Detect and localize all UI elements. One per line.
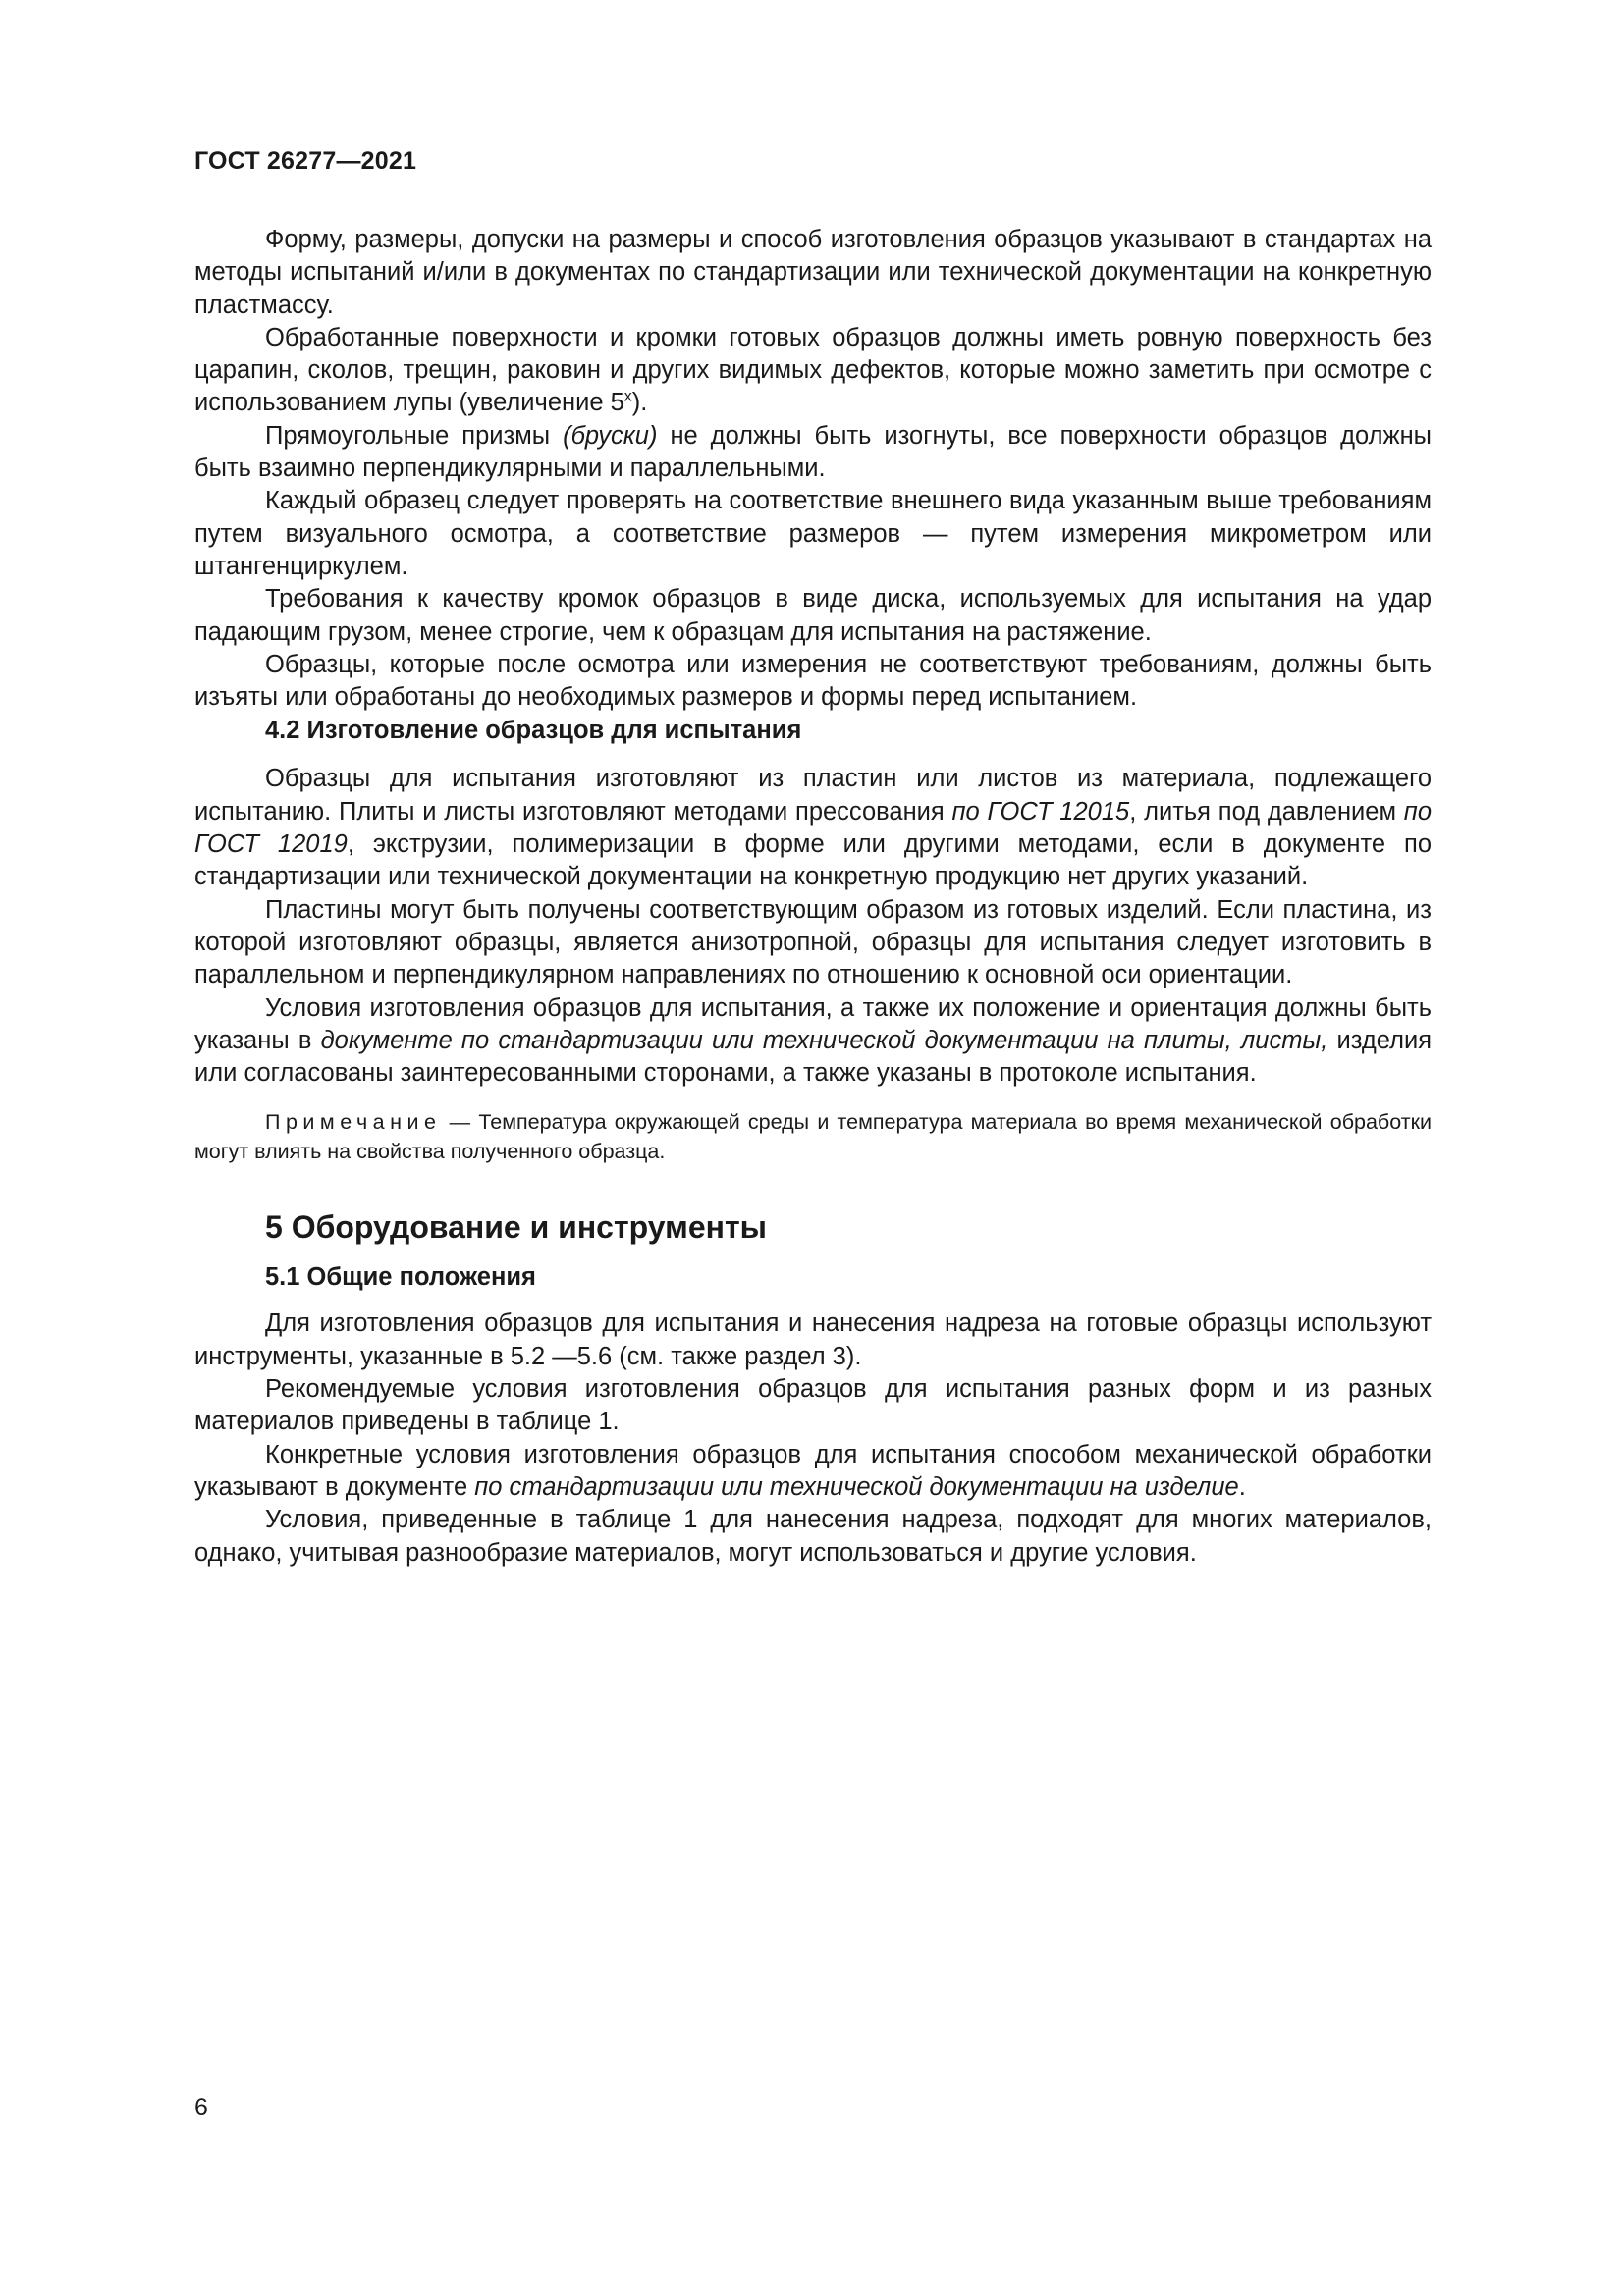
intro-paragraph-3 (194, 420, 1432, 486)
running-header-standard-id: ГОСТ 26277—2021 (194, 147, 417, 175)
intro-paragraph-2-text-b: ). (631, 389, 648, 417)
magnification-superscript: х (623, 388, 632, 405)
gost-12015-reference: по ГОСТ 12015 (951, 797, 1130, 826)
section-5-1-paragraph-3-text-b: . (1238, 1472, 1246, 1501)
section-4-2-paragraph-3-text-b: изделия или согласованы заинтересованными сторонами, а также указаны в протоколе испытания. (194, 1026, 1432, 1088)
intro-paragraph-5: Требования к качеству кромок образцов в виде диска, используемых для испытания на удар падающим грузом, менее строгие, чем к образцам для испытания на растяжение. (194, 585, 1432, 646)
subsection-4-2-title: 4.2 Изготовление образцов для испытания (265, 717, 802, 745)
intro-paragraph-2 (194, 322, 1432, 420)
subsection-5-1-title: 5.1 Общие положения (265, 1263, 536, 1292)
section-4-2-paragraph-3-italic: документе по стандартизации или технической документации на плиты, листы, (320, 1026, 1328, 1054)
section-5-1-paragraph-3-italic: по стандартизации или технической документации на изделие (474, 1472, 1239, 1501)
page-content (194, 224, 1432, 1570)
section-4-2-paragraph-1-text-b: , литья под давлением (1129, 797, 1404, 826)
intro-paragraph-3-italic: (бруски) (563, 421, 658, 450)
section-4-2-paragraph-3-text-a: Условия изготовления образцов для испытания, а также их положение и ориентация должны быть указаны в (194, 993, 1432, 1054)
intro-paragraph-3-text-a: Прямоугольные призмы (265, 421, 564, 450)
section-4-2-paragraph-1-text-a: Образцы для испытания изготовляют из пластин или листов из материала, подлежащего испытанию. Плиты и листы изготовляют методами прессования (194, 765, 1432, 826)
section-4-2-paragraph-1 (194, 763, 1432, 893)
section-5-1-paragraph-1: Для изготовления образцов для испытания и нанесения надреза на готовые образцы используют инструменты, указанные в 5.2 —5.6 (см. также раздел 3). (194, 1309, 1432, 1370)
intro-paragraph-4: Каждый образец следует проверять на соответствие внешнего вида указанным выше требованиям путем визуального осмотра, а соответствие размеров — путем измерения микрометром или штангенциркулем. (194, 487, 1432, 580)
intro-paragraph-6: Образцы, которые после осмотра или измерения не соответствуют требованиям, должны быть изъяты или обработаны до необходимых размеров и формы перед испытанием. (194, 650, 1432, 712)
note-text: — Температура окружающей среды и температура материала во время механической обработки могут влиять на свойства полученного образца. (194, 1110, 1432, 1164)
intro-paragraph-3-text-b: не должны быть изогнуты, все поверхности образцов должны быть взаимно перпендикулярными и параллельными. (194, 421, 1432, 483)
section-4-2-paragraph-2: Пластины могут быть получены соответствующим образом из готовых изделий. Если пластина, из которой изготовляют образцы, является анизотропной, образцы для испытания следует изготовить в параллельном и перпендикулярном направлениях по отношению к основной оси ориентации. (194, 895, 1432, 989)
section-5-title: 5 Оборудование и инструменты (265, 1209, 767, 1246)
intro-paragraph-1: Форму, размеры, допуски на размеры и способ изготовления образцов указывают в стандартах на методы испытаний и/или в документах по стандартизации или технической документации на конкретную пластмассу. (194, 226, 1432, 319)
intro-paragraph-2-text-a: Обработанные поверхности и кромки готовых образцов должны иметь ровную поверхность без царапин, сколов, трещин, раковин и других видимых дефектов, которые можно заметить при осмотре с использованием лупы (увеличение 5 (194, 323, 1432, 417)
gost-12019-reference: по ГОСТ 12019 (194, 797, 1432, 859)
note-label: Примечание (265, 1110, 442, 1135)
section-4-2-paragraph-3 (194, 992, 1432, 1091)
section-5-1-paragraph-2: Рекомендуемые условия изготовления образцов для испытания разных форм и из разных материалов приведены в таблице 1. (194, 1375, 1432, 1436)
section-5-1-paragraph-4: Условия, приведенные в таблице 1 для нанесения надреза, подходят для многих материалов, однако, учитывая разнообразие материалов, могут использоваться и другие условия. (194, 1506, 1432, 1567)
section-5-1-paragraph-3 (194, 1439, 1432, 1505)
page-number: 6 (194, 2094, 208, 2121)
section-4-2-paragraph-1-text-c: , экструзии, полимеризации в форме или другими методами, если в документе по стандартизации или технической документации на конкретную продукцию нет других указаний. (194, 830, 1432, 891)
note-paragraph (194, 1107, 1432, 1166)
section-5-1-paragraph-3-text-a: Конкретные условия изготовления образцов для испытания способом механической обработки указывают в документе (194, 1440, 1432, 1501)
